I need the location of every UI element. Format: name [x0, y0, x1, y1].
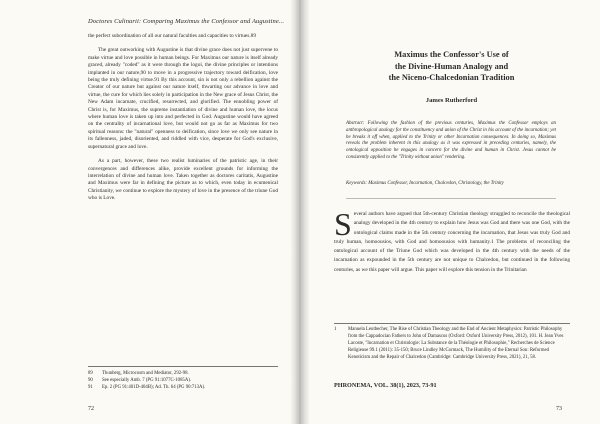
footnote-text: Thunberg, Microcosm and Mediator, 292-98. [102, 371, 189, 376]
left-paragraph: the perfect subordination of all our natural faculties and capacities to virtues.89 [88, 33, 256, 39]
right-footnote [334, 323, 570, 362]
running-head-title: Comparing Maximus the Confessor and Augustine... [142, 18, 285, 25]
footnote [88, 384, 278, 391]
footnote-number: 89 [88, 371, 93, 376]
article-author: James Rutherford [425, 97, 478, 104]
left-body-text [88, 33, 278, 203]
running-head-prefix: Doctores Culinarii: [88, 18, 142, 25]
right-body-text [334, 206, 570, 275]
left-folio: 72 [88, 406, 94, 412]
abstract: Abstract: Following the fashion of the previous centuries, Maximus the Confessor employs an anthropological analogy for the constituency and union of the Christ in his account of the incarnation; yet he breaks it off when, applied to the Trinity or other Incarnation consequences. In doing so, Maximus reveals the problem inherent in this analogy as it was expressed in preceding centuries, namely, the ontological opposition he engages in concern for the divine and human in Christ. Jesus cannot be consistently applied to the "Trinity without union" rendering. [346, 121, 556, 160]
journal-citation: PHRONEMA, VOL. 38(1), 2023, 73-91 [334, 382, 437, 389]
right-paragraph: everal authors have argued that 5th-century Christian theology struggled to reconcile the theological analogy developed in the 4th century to explain how Jesus was God and there was one God, with the ontological claims made in the 5th century concerning the incarnation, that Jesus was truly God and truly human, homoousios, with God and homoousios with humanity.1 The problems of reconciling the ontological account of the Triune God which was developed in the 4th century with the needs of the incarnation as expounded in the 5th century are not unique to Chalcedon, but continued in the following centuries, as we this paper will argue. This paper will explore this tension in the Trinitarian [334, 211, 570, 273]
footnote [334, 327, 570, 362]
footnote-number: 90 [88, 378, 93, 383]
left-paragraph: The great outworking with Augustine is that divine grace does not just supervene to make virtue and love possible in human beings. For Maximus our nature is itself already graced, already "coded" as it were through the logoi, the divine principles or intentions implanted in our nature,90 to move in a progressive trajectory toward deification, love being the truly defining virtue.91 By this account, sin is not only a rebellion against the Creator of our nature but against our nature itself, thwarting our advance in love and virtue, the cure for which lies solely in participation in the New grace of Jesus Christ, the New Adam incarnate, crucified, resurrected, and glorified. The ennobling power of Christ is, for Maximus, the supreme instantiation of divine and human love, the locus where human love is taken up into and perfected in God. Augustine would have agreed on the centrality of incarnational love, but would not go as far as Maximus for two spiritual reasons: the "natural" openness to deification, since love we only see nature in its fallenness, jaded, disoriented, and riddled with vice, desperate for God's exclusive, supernatural grace and love. [88, 47, 278, 150]
book-gutter [290, 0, 310, 424]
footnote-text: Manuela Leutbecher, The Rise of Christian Theology and the End of Ancient Metaphysics: Patristic Philosophy from the Cappadocian Fathers to John of Damascus (Oxford: Oxford University Press, 2012), 101. H. Jean Yves Lacoste, "Incarnation et Christologie: La Substance de la Théologie et Philosophie," Recherches de Science Religieuse 99.1 (2011): 35-150; Bruce Lindley McCormack, The Humility of the Eternal Son: Reformed Kenoticism and the Repair of Chalcedon (Cambridge: Cambridge University Press, 2021), 21, 58. [348, 327, 564, 360]
right-folio: 73 [556, 406, 562, 412]
drop-cap: S [334, 206, 352, 242]
title-line: Maximus the Confessor's Use of [394, 50, 509, 59]
footnote-text: See especially Amb. 7 (PG 91:1077C-1085A). [102, 378, 192, 383]
keywords: Keywords: Maximus Confessor, Incarnation, Chalcedon, Christology, the Trinity [346, 181, 504, 186]
left-page-content [88, 18, 285, 203]
title-line: the Divine-Human Analogy and [394, 61, 509, 71]
footnote [88, 377, 278, 384]
footnote [88, 370, 278, 377]
footnote-number: 91 [88, 385, 93, 390]
article-title [334, 49, 569, 84]
footnote-text: Ep. 2 (PG 91:401D-404B); Ad. Th. 64 (PG 90:713A). [102, 385, 206, 390]
left-footnotes [88, 366, 278, 391]
title-line: the Niceno-Chalcedonian Tradition [388, 73, 515, 82]
running-head [88, 18, 285, 25]
left-paragraph: As a part, however, these two realist luminaries of the patristic age, in their convergences and differences alike, provide excellent grounds for informing the interrelation of divine and human love. Taken together as doctores caritatis, Augustine and Maximus were far in defining the picture as to which, even today in ecumenical Christianity, we continue to explore the mystery of love in the presence of the triune God who is Love. [88, 158, 278, 202]
footnote-number: 1 [334, 327, 337, 332]
section-divider [346, 198, 556, 199]
